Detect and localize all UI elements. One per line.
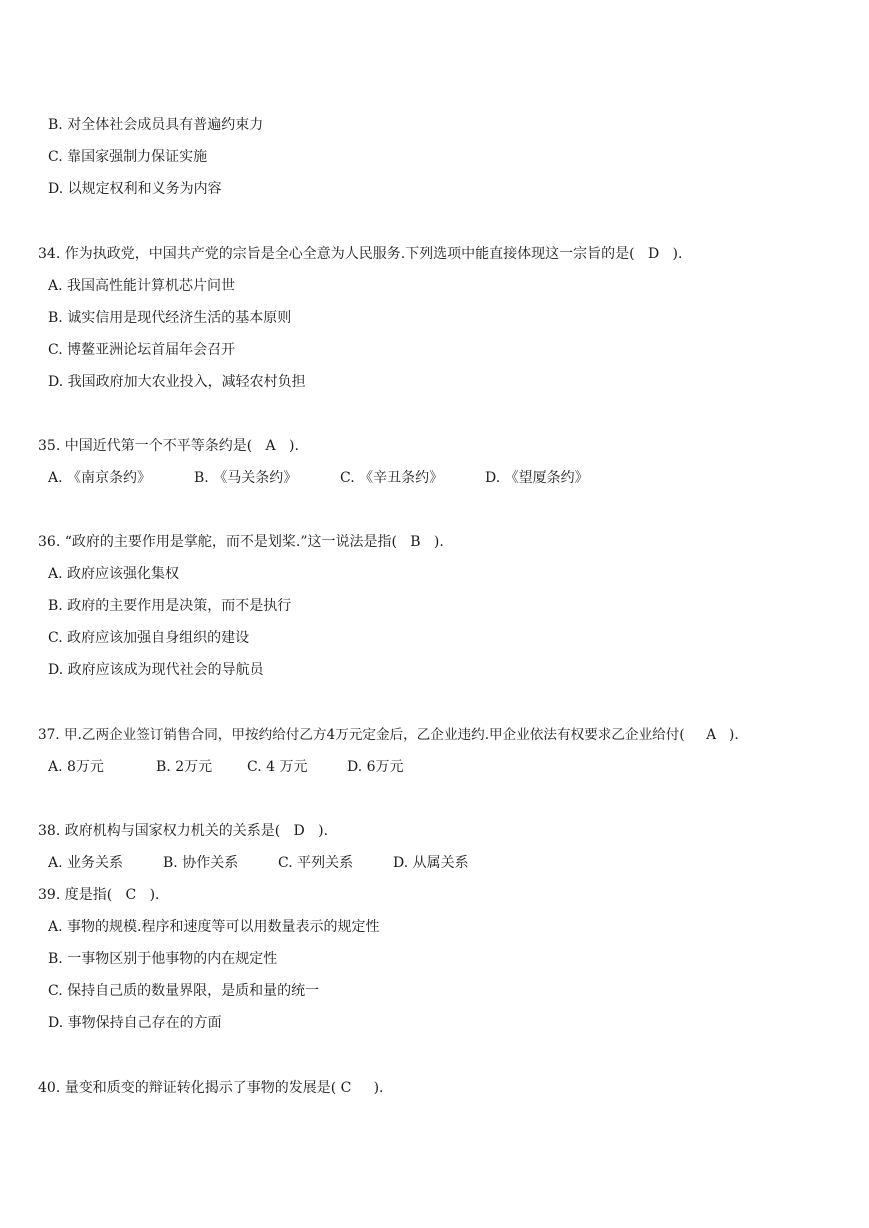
question-36-option-b: B. 政府的主要作用是决策，而不是执行 [48, 598, 292, 614]
question-35-option-a: A. 《南京条约》 [48, 470, 152, 486]
question-37-option-d: D. 6万元 [347, 759, 404, 775]
question-37-option-b: B. 2万元 [156, 759, 213, 775]
question-38-stem: 38. 政府机构与国家权力机关的关系是( D ). [38, 823, 329, 839]
question-36-stem: 36. “政府的主要作用是掌舵，而不是划桨.”这一说法是指( B ). [38, 534, 444, 550]
question-39-option-b: B. 一事物区别于他事物的内在规定性 [48, 951, 278, 967]
question-34-option-d: D. 我国政府加大农业投入，减轻农村负担 [48, 374, 306, 390]
question-39-stem: 39. 度是指( C ). [38, 887, 160, 903]
question-37-stem: 37. 甲.乙两企业签订销售合同，甲按约给付乙方4万元定金后，乙企业违约.甲企业依法有权要求乙企业给付( A ). [38, 727, 739, 743]
question-38-option-a: A. 业务关系 [48, 855, 124, 871]
question-37-option-c: C. 4 万元 [247, 759, 308, 775]
question-36-option-d: D. 政府应该成为现代社会的导航员 [48, 662, 264, 678]
question-35-option-c: C. 《辛丑条约》 [340, 470, 444, 486]
question-38-option-b: B. 协作关系 [163, 855, 239, 871]
question-36-option-a: A. 政府应该强化集权 [48, 566, 180, 582]
option-b: B. 对全体社会成员具有普遍约束力 [48, 117, 264, 133]
question-37-option-a: A. 8万元 [48, 759, 104, 775]
question-35-stem: 35. 中国近代第一个不平等条约是( A ). [38, 438, 299, 454]
question-40-stem: 40. 量变和质变的辩证转化揭示了事物的发展是( C ). [38, 1080, 384, 1096]
question-35-option-d: D. 《望厦条约》 [485, 470, 589, 486]
option-c: C. 靠国家强制力保证实施 [48, 149, 208, 165]
question-39-option-a: A. 事物的规模.程序和速度等可以用数量表示的规定性 [48, 919, 380, 935]
question-36-option-c: C. 政府应该加强自身组织的建设 [48, 630, 250, 646]
question-34-option-b: B. 诚实信用是现代经济生活的基本原则 [48, 310, 292, 326]
question-39-option-c: C. 保持自己质的数量界限，是质和量的统一 [48, 983, 320, 999]
question-34-option-a: A. 我国高性能计算机芯片问世 [48, 278, 236, 294]
question-38-option-c: C. 平列关系 [278, 855, 354, 871]
question-38-option-d: D. 从属关系 [393, 855, 469, 871]
question-35-option-b: B. 《马关条约》 [194, 470, 298, 486]
option-d: D. 以规定权利和义务为内容 [48, 181, 222, 197]
question-34-option-c: C. 博鳌亚洲论坛首届年会召开 [48, 342, 236, 358]
question-34-stem: 34. 作为执政党，中国共产党的宗旨是全心全意为人民服务.下列选项中能直接体现这一宗旨的是( D ). [38, 246, 683, 262]
question-39-option-d: D. 事物保持自己存在的方面 [48, 1015, 222, 1031]
